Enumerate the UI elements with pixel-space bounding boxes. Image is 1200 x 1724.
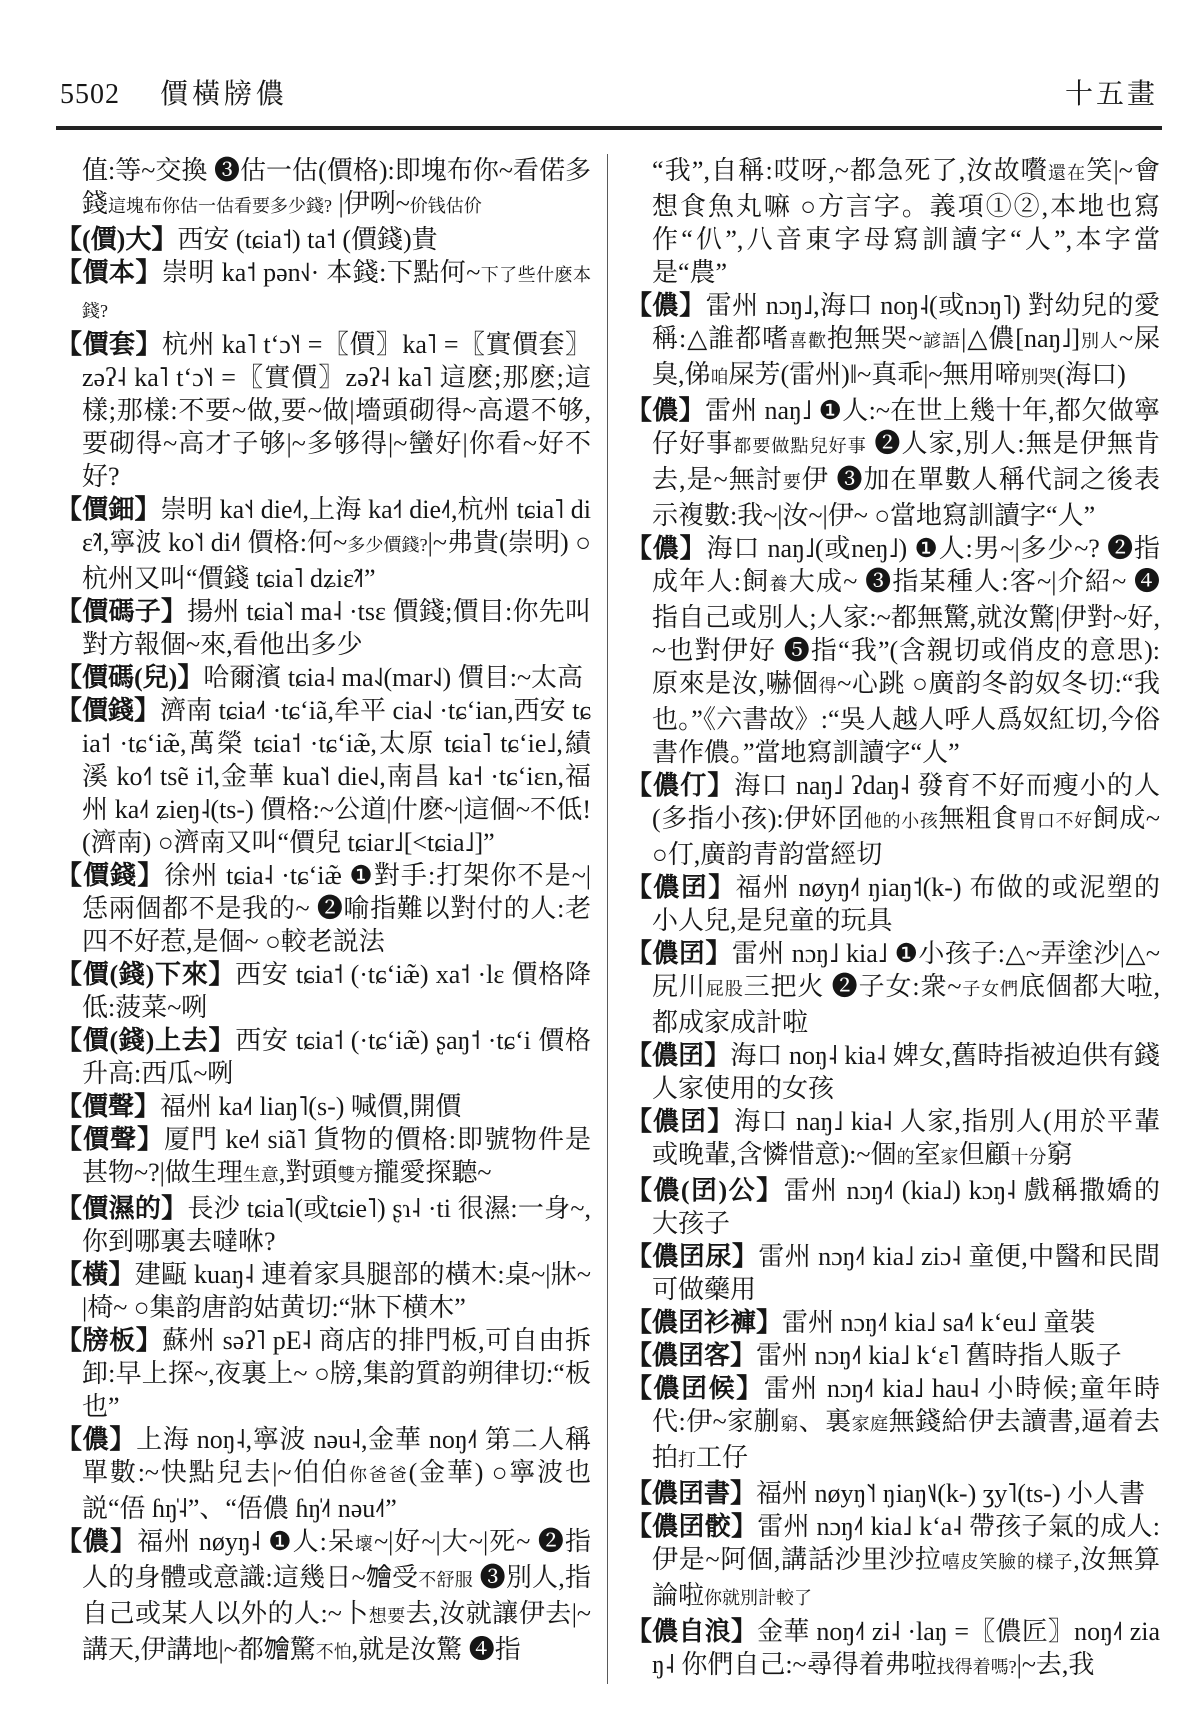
dictionary-entry	[626, 1615, 1160, 1684]
entry-text: 金華 noŋ˨˦ zi˨ ·laŋ =〖儂匠〗noŋ˨˦ ziaŋ˨ 你們自己:~尋得着弗啦	[652, 1617, 1160, 1679]
entry-text: 攏愛探聽~	[373, 1158, 492, 1187]
dictionary-entry	[56, 1423, 591, 1525]
entry-gloss-small: 家	[940, 1147, 959, 1167]
entry-headword: 【橫】	[56, 1260, 135, 1289]
dictionary-entry	[626, 1105, 1160, 1174]
entry-headword: 【價碼子】	[56, 597, 188, 626]
entry-text: 工仔	[696, 1443, 749, 1472]
dictionary-entry	[56, 328, 591, 493]
entry-headword: 【儂】	[626, 291, 706, 320]
entry-text: 無粗食	[938, 804, 1019, 833]
entry-text: 雷州 nɔŋ˨˦ kia˩ sa˨˥ kʻeu˩ 童裝	[782, 1308, 1096, 1337]
entry-headword: 【價錢】	[56, 696, 161, 725]
entry-headword: 【儂囝】	[626, 873, 736, 902]
entry-text: ❷人家,別人:無是伊無肯去,是~無討	[652, 429, 1160, 494]
entry-headword: 【價聲】	[56, 1125, 164, 1154]
entry-text: ❸別人,指自己或某人以外的人:~卜	[82, 1563, 591, 1628]
entry-gloss-small: 屁股	[705, 979, 744, 999]
dictionary-entry	[56, 1123, 591, 1192]
dictionary-entry	[56, 694, 591, 859]
entry-headword: 【儂囝客】	[626, 1341, 757, 1370]
entry-text: 西安 (tɕia˦) ta˦ (價錢)貴	[177, 225, 438, 254]
entry-text: 雷州 nɔŋ˨˦ kia˩ hau˨ 小時候;童年時代:伊~家蒯	[652, 1374, 1160, 1436]
entry-gloss-small: 喜歡	[789, 331, 828, 351]
dictionary-entry	[626, 937, 1160, 1039]
entry-gloss-small: 想要	[368, 1606, 406, 1626]
dictionary-entry	[626, 532, 1160, 769]
entry-gloss-small: 要	[782, 472, 802, 492]
entry-text: 濟南 tɕia˨˦ ·tɕʻiã,牟平 cia˨˩ ·tɕʻian,西安 tɕia˦ ·tɕʻiæ̃,萬榮 tɕia˦ ·tɕʻiæ̃,太原 tɕia˥ tɕʻie˩,績溪 ko˧˥ tsẽ i˦,金華 kua˥˦ die˨˩,南昌 ka˧ ·tɕʻiɛn,福州 ka˨˦ ʑieŋ˨(ts-) 價格:~公道|什麽~|這個~不低!(濟南) ○濟南又叫“價兒 tɕiar˩[<tɕia˩]”	[82, 696, 591, 857]
dictionary-entry	[56, 661, 591, 694]
entry-text: 揚州 tɕia˥˦ ma˨ ·tsɛ 價錢;價目:你先叫對方報個~來,看他出多少	[82, 597, 591, 659]
entry-headword: 【儂】	[626, 396, 705, 425]
entry-text: ~屎臭,俤	[652, 324, 1161, 389]
entry-headword: 【價碼(兒)】	[56, 663, 204, 692]
entry-gloss-small: 家庭	[851, 1414, 889, 1434]
entry-gloss-small: 都要做點兒好事	[733, 436, 867, 456]
entry-gloss-small: 不舒服	[418, 1570, 473, 1590]
entry-text: 海口 naŋ˩(或neŋ˩) ❶人:男~|多少~? ❷指成年人:飼	[652, 534, 1160, 596]
entry-gloss-small: 子女們	[961, 979, 1020, 999]
entry-text: 值:等~交換 ❸估一估(價格):即塊布你~看偌多錢	[82, 156, 591, 218]
entry-headword: 【儂仃】	[626, 771, 735, 800]
entry-text: 雷州 nɔŋ˨˦ kia˩ kʻɛ˥ 舊時指人販子	[756, 1341, 1122, 1370]
entry-text: 海口 noŋ˨ kia˨ 婢女,舊時指被迫供有錢人家使用的女孩	[652, 1041, 1160, 1103]
entry-gloss-small: 十分	[1010, 1147, 1047, 1167]
entry-headword: 【價錢】	[56, 861, 165, 890]
guide-words: 價橫牓儂	[160, 79, 289, 110]
entry-gloss-small: 生意	[242, 1165, 279, 1185]
entry-text: 笑|~會想食魚丸嘛 ○方言字。義項①②,本地也寫作“仈”,八音東字母寫訓讀字“人”,本字當是“農”	[652, 156, 1160, 287]
entry-gloss-small: 別哭	[1020, 367, 1057, 387]
dictionary-entry	[56, 1090, 591, 1123]
right-column	[608, 154, 1160, 1684]
entry-text: 底個都大啦,都成家成計啦	[652, 972, 1160, 1037]
entry-text: “我”,自稱:哎呀,~都急死了,汝故嚽	[652, 156, 1048, 185]
entry-text: ~|好~|大~|死~ ❷指人的身體或意識:這幾日~𣍐受	[82, 1527, 591, 1592]
dictionary-entry	[56, 958, 591, 1024]
entry-text: 飼成~ ○仃,廣韵青韵當經切	[652, 804, 1160, 869]
dictionary-entry	[626, 394, 1160, 532]
dictionary-entry	[56, 1024, 591, 1090]
entry-headword: 【價鈿】	[56, 495, 161, 524]
dictionary-entry	[56, 1525, 591, 1669]
entry-headword: 【價(錢)下來】	[56, 960, 236, 989]
entry-headword: 【儂囝尿】	[626, 1242, 759, 1271]
entry-gloss-small: 咱	[710, 367, 729, 387]
entry-gloss-small: 諺語	[922, 331, 962, 351]
dictionary-entry	[626, 289, 1160, 394]
entry-text: 福州 ka˨˦ liaŋ˥(s-) 喊價,開價	[160, 1092, 462, 1121]
entry-headword: 【儂囝骹】	[626, 1512, 758, 1541]
dictionary-entry	[626, 1240, 1160, 1306]
entry-text: 雷州 nɔŋ˨˦ kia˩ ziɔ˨ 童便,中醫和民間可做藥用	[652, 1242, 1160, 1304]
dictionary-entry	[56, 1258, 591, 1324]
entry-text: 抱無哭~	[827, 324, 923, 353]
left-column	[56, 154, 608, 1684]
entry-text: 雷州 nɔŋ˩,海口 noŋ˨(或nɔŋ˥) 對幼兒的愛稱:△誰都嗜	[652, 291, 1160, 353]
entry-text: 長沙 tɕia˥(或tɕie˥) ʂɿ˨ ·ti 很濕:一身~,你到哪裏去噠咻?	[82, 1194, 591, 1256]
entry-text: 福州 nøyŋ˨˦ ŋiaŋ˦(k-) 布做的或泥塑的小人兒,是兒童的玩具	[652, 873, 1160, 935]
entry-gloss-small: 找得着嗎?	[936, 1657, 1017, 1677]
entry-headword: 【儂囝】	[626, 939, 732, 968]
entry-text: 大成~ ❸指某種人:客~|介紹~ ❹指自己或別人;人家:~都無驚,就汝驚|伊對~好,~也對伊好 ❺指“我”(含親切或俏皮的意思):原來是汝,嚇個	[652, 567, 1160, 698]
entry-headword: 【儂自浪】	[626, 1617, 758, 1646]
entry-gloss-small: 別人	[1079, 331, 1119, 351]
header-left	[60, 72, 288, 112]
entry-gloss-small: 多少價錢?	[347, 535, 428, 555]
entry-headword: 【儂(囝)公】	[626, 1176, 784, 1205]
entry-gloss-small: 雙方	[337, 1165, 374, 1185]
entry-text: ,就是汝驚 ❹指	[351, 1635, 521, 1664]
dictionary-entry	[626, 871, 1160, 937]
entry-headword: 【價本】	[56, 258, 162, 287]
entry-text: 建甌 kuaŋ˨ 連着家具腿部的橫木:桌~|牀~|椅~ ○集韵唐韵姑黄切:“牀下横木”	[82, 1260, 591, 1322]
entry-text: |~弗貴(崇明) ○杭州又叫“價錢 tɕia˥ dʑiɛ̃˨˦”	[82, 528, 592, 593]
entry-text: 西安 tɕia˦ (·tɕʻiæ̃) xa˦ ·lɛ 價格降低:菠菜~咧	[82, 960, 591, 1022]
entry-text: 屎芳(雷州)‖~真乖|~無用啼	[728, 360, 1021, 389]
entry-headword: 【價套】	[56, 330, 162, 359]
entry-gloss-small: 嘻皮笑臉的樣子	[941, 1552, 1074, 1572]
dictionary-entry	[56, 493, 591, 595]
entry-text: 雷州 nɔŋ˩ kia˩ ❶小孩子:△~弄塗沙|△~尻川	[652, 939, 1160, 1001]
dictionary-entry	[626, 1372, 1160, 1477]
entry-headword: 【儂囝】	[626, 1107, 735, 1136]
entry-gloss-small: 得	[818, 676, 838, 696]
page-number: 5502	[60, 79, 120, 110]
entry-text: |~去,我	[1016, 1650, 1095, 1679]
entry-headword: 【(價)大】	[56, 225, 178, 254]
entry-headword: 【儂囝候】	[626, 1374, 764, 1403]
entry-text: 伊 ❸加在單數人稱代詞之後表示複數:我~|汝~|伊~ ○當地寫訓讀字“人”	[652, 465, 1160, 530]
entry-text: 福州 nøyŋ˥˦ ŋiaŋ˦˩(k-) ʒy˥(ts-) 小人書	[756, 1479, 1146, 1508]
entry-text: 、裏	[798, 1407, 852, 1436]
entry-text: 雷州 nɔŋ˨˦ kia˩ kʻa˨ 帶孩子氣的成人:伊是~阿個,講話沙里沙拉	[652, 1512, 1160, 1574]
entry-text: (金華) ○寧波也説“俉 ɦŋ̍˨”、“俉儂 ɦŋ̍˨˦ nəu˨˦”	[82, 1458, 592, 1523]
entry-text: 海口 naŋ˩ ʔdaŋ˨ 發育不好而瘦小的人(多指小孩):伊妚囝	[652, 771, 1160, 833]
entry-headword: 【儂】	[56, 1425, 137, 1454]
dictionary-entry	[626, 1477, 1160, 1510]
entry-text: |伊咧~	[332, 189, 410, 218]
entry-gloss-small: 不怕	[315, 1642, 352, 1662]
header-right	[1065, 72, 1158, 112]
entry-text: 蘇州 səʔ˥ pE˨ 商店的排門板,可自由拆卸:早上探~,夜裏上~ ○牓,集韵質韵朔律切:“板也”	[82, 1326, 591, 1421]
entry-text: 上海 noŋ˨,寧波 nəu˨,金華 noŋ˨˦ 第二人稱單數:~快點兒去|~伯伯	[82, 1425, 591, 1487]
entry-text: 徐州 tɕia˨ ·tɕʻiæ̃ ❶對手:打架你不是~|恁兩個都不是我的~ ❷喻指難以對付的人:老四不好惹,是個~ ○較老説法	[82, 861, 591, 956]
entry-text: 雷州 naŋ˩ ❶人:~在世上幾十年,都欠做寧仔好事	[652, 396, 1160, 458]
entry-headword: 【價(錢)上去】	[56, 1026, 236, 1055]
entry-gloss-small: 他的小孩	[864, 811, 939, 831]
entry-text: 三把火 ❷子女:衆~	[743, 972, 962, 1001]
dictionary-entry	[626, 1306, 1160, 1339]
entry-gloss-small: 你就別計較了	[704, 1588, 813, 1608]
entry-gloss-small: 打	[678, 1450, 697, 1470]
dictionary-entry	[56, 223, 591, 256]
entry-text: 室	[914, 1140, 941, 1169]
header-rule	[56, 126, 1162, 130]
entry-text: (海口)	[1056, 360, 1126, 389]
entry-headword: 【儂囝】	[626, 1041, 731, 1070]
dictionary-entry	[626, 1339, 1160, 1372]
dictionary-entry	[626, 769, 1160, 871]
dictionary-entry	[56, 1324, 591, 1423]
dictionary-entry	[56, 154, 591, 223]
entry-text: 無錢給伊去讀書,逼着去拍	[652, 1407, 1160, 1472]
entry-gloss-small: 壞	[355, 1534, 375, 1554]
entry-gloss-small: 价钱估价	[409, 196, 482, 216]
entry-text: 崇明 ka˦˧ die˨˦,上海 ka˧˦ die˨˦,杭州 tɕia˥ diɛ̃˨˦,寧波 ko˥˦ di˨˦ 價格:何~	[82, 495, 591, 557]
entry-text: 窮	[1046, 1140, 1073, 1169]
stroke-count-section: 十五畫	[1064, 79, 1158, 110]
entry-gloss-small: 的	[896, 1147, 915, 1167]
entry-text: 去,汝就讓伊去|~講天,伊講地|~都𣍐驚	[82, 1599, 591, 1664]
entry-gloss-small: 還在	[1047, 163, 1087, 183]
entry-text: 杭州 ka˥ tʻɔ˥˧ =〖價〗ka˥ =〖實價套〗zəʔ˨ ka˥ tʻɔ˥˧ =〖實價〗zəʔ˨ ka˥ 這麽;那麽;這樣;那樣:不要~做,要~做|墻頭砌得~高還不够,要砌得~高才子够|~多够得|~蠻好|你看~好不好?	[82, 330, 591, 491]
entry-text: 海口 naŋ˩ kia˨ 人家,指別人(用於平輩或晚輩,含憐惜意):~個	[652, 1107, 1160, 1169]
entry-text: 雷州 nɔŋ˨˦ (kia˩) kɔŋ˨ 戲稱撒嬌的大孩子	[652, 1176, 1160, 1238]
entry-gloss-small: 這塊布你估一估看要多少錢?	[108, 196, 333, 216]
dictionary-entry	[56, 595, 591, 661]
entry-gloss-small: 你爸爸	[349, 1465, 409, 1485]
dictionary-entry	[56, 859, 591, 958]
entry-text: ~心跳 ○廣韵冬韵奴冬切:“我也。”《六書故》:“吳人越人呼人爲奴紅切,今俗書作儂。”當地寫訓讀字“人”	[652, 669, 1160, 767]
entry-gloss-small: 胃口不好	[1018, 811, 1093, 831]
entry-headword: 【價濕的】	[56, 1194, 188, 1223]
entry-headword: 【儂】	[626, 534, 707, 563]
dictionary-entry	[626, 1174, 1160, 1240]
entry-text: 但顧	[958, 1140, 1011, 1169]
entry-text: ,對頭	[278, 1158, 338, 1187]
page-header	[56, 72, 1162, 112]
entry-text: 崇明 ka˦ pən˧˩· 本錢:下點何~	[161, 258, 481, 287]
entry-gloss-small: 養	[769, 574, 789, 594]
entry-headword: 【儂】	[56, 1527, 138, 1556]
entry-headword: 【儂囝書】	[626, 1479, 757, 1508]
entry-text: ,汝無算論啦	[652, 1545, 1160, 1610]
text-columns	[56, 154, 1162, 1684]
entry-text: 西安 tɕia˦ (·tɕʻiæ̃) ʂaŋ˦ ·tɕʻi 價格升高:西瓜~咧	[82, 1026, 591, 1088]
dictionary-entry	[626, 1039, 1160, 1105]
entry-headword: 【儂囝衫褲】	[626, 1308, 783, 1337]
dictionary-entry	[56, 1192, 591, 1258]
dictionary-entry	[56, 256, 591, 328]
entry-headword: 【價聲】	[56, 1092, 161, 1121]
entry-gloss-small: 下了些什麽本錢?	[82, 265, 591, 321]
dictionary-entry	[626, 1510, 1160, 1615]
entry-text: 福州 nøyŋ˨ ❶人:呆	[137, 1527, 356, 1556]
entry-text: |△儂[naŋ˩]	[961, 324, 1080, 353]
dictionary-entry	[626, 154, 1160, 289]
entry-gloss-small: 窮	[780, 1414, 799, 1434]
entry-headword: 【牓板】	[56, 1326, 163, 1355]
entry-text: 哈爾濱 tɕia˨ ma˨˩(mar˨˩) 價目:~太高	[203, 663, 584, 692]
entry-text: 厦門 ke˨˦ siã˥ 貨物的價格:即號物件是甚物~?|做生理	[82, 1125, 591, 1187]
